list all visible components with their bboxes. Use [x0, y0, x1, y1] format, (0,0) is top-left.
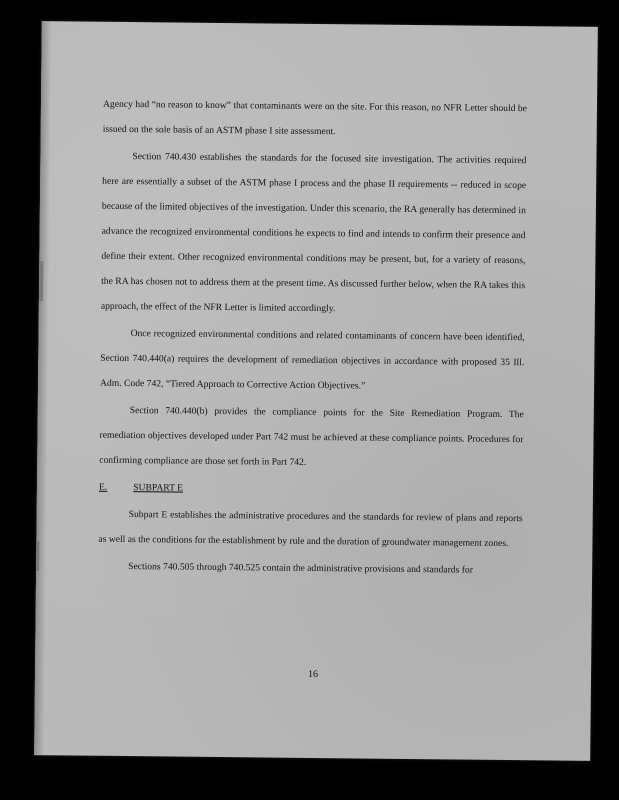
paragraph-subpart-e: Subpart E establishes the administrative procedures and the standards for review of plans and reports as well as the conditions for the establishment by rule and the duration of groundwater management zones. [98, 509, 523, 550]
paragraph-740-440a: Once recognized environmental conditions and related contaminants of concern have been identified, Section 740.440(a) requires the development of remediation objectives in accordance with proposed 35 Ill. Adm. Code 742, “Tiered Approach to Corrective Action Objectives.” [100, 328, 525, 392]
section-letter: E. [98, 481, 108, 493]
paragraph-continued: Agency had “no reason to know” that contaminants were on the site. For this reason, no NFR Letter should be issued on the sole basis of an ASTM phase I site assessment. [102, 98, 528, 138]
document-page [34, 21, 598, 761]
document-body [98, 92, 527, 585]
paragraph-740-430: Section 740.430 establishes the standards for the focused site investigation. The activities required here are essentially a subset of the ASTM phase I process and the phase II requirements -- reduced in scope because of the limited objectives of the investigation. Under this scenario, the RA generally has determined in advance the recognized environmental conditions he expects to find and intends to confirm their presence and define their extent. Other recognized environmental conditions may be present, but, for a variety of reasons, the RA has chosen not to address them at the present time. As discussed further below, when the RA takes this approach, the effect of the NFR Letter is limited accordingly. [100, 151, 527, 315]
paragraph-740-440b: Section 740.440(b) provides the compliance points for the Site Remediation Program. The remediation objectives developed under Part 742 must be achieved at these compliance points. Procedures for confirming compliance are those set forth in Part 742. [99, 405, 524, 468]
scan-edge-mark [36, 541, 39, 571]
paragraph-740-505: Sections 740.505 through 740.525 contain the administrative provisions and standards for [128, 561, 473, 576]
section-heading [99, 475, 523, 504]
scan-edge-mark [39, 261, 43, 301]
section-title: SUBPART E [133, 482, 184, 494]
page-number: 16 [307, 668, 319, 681]
